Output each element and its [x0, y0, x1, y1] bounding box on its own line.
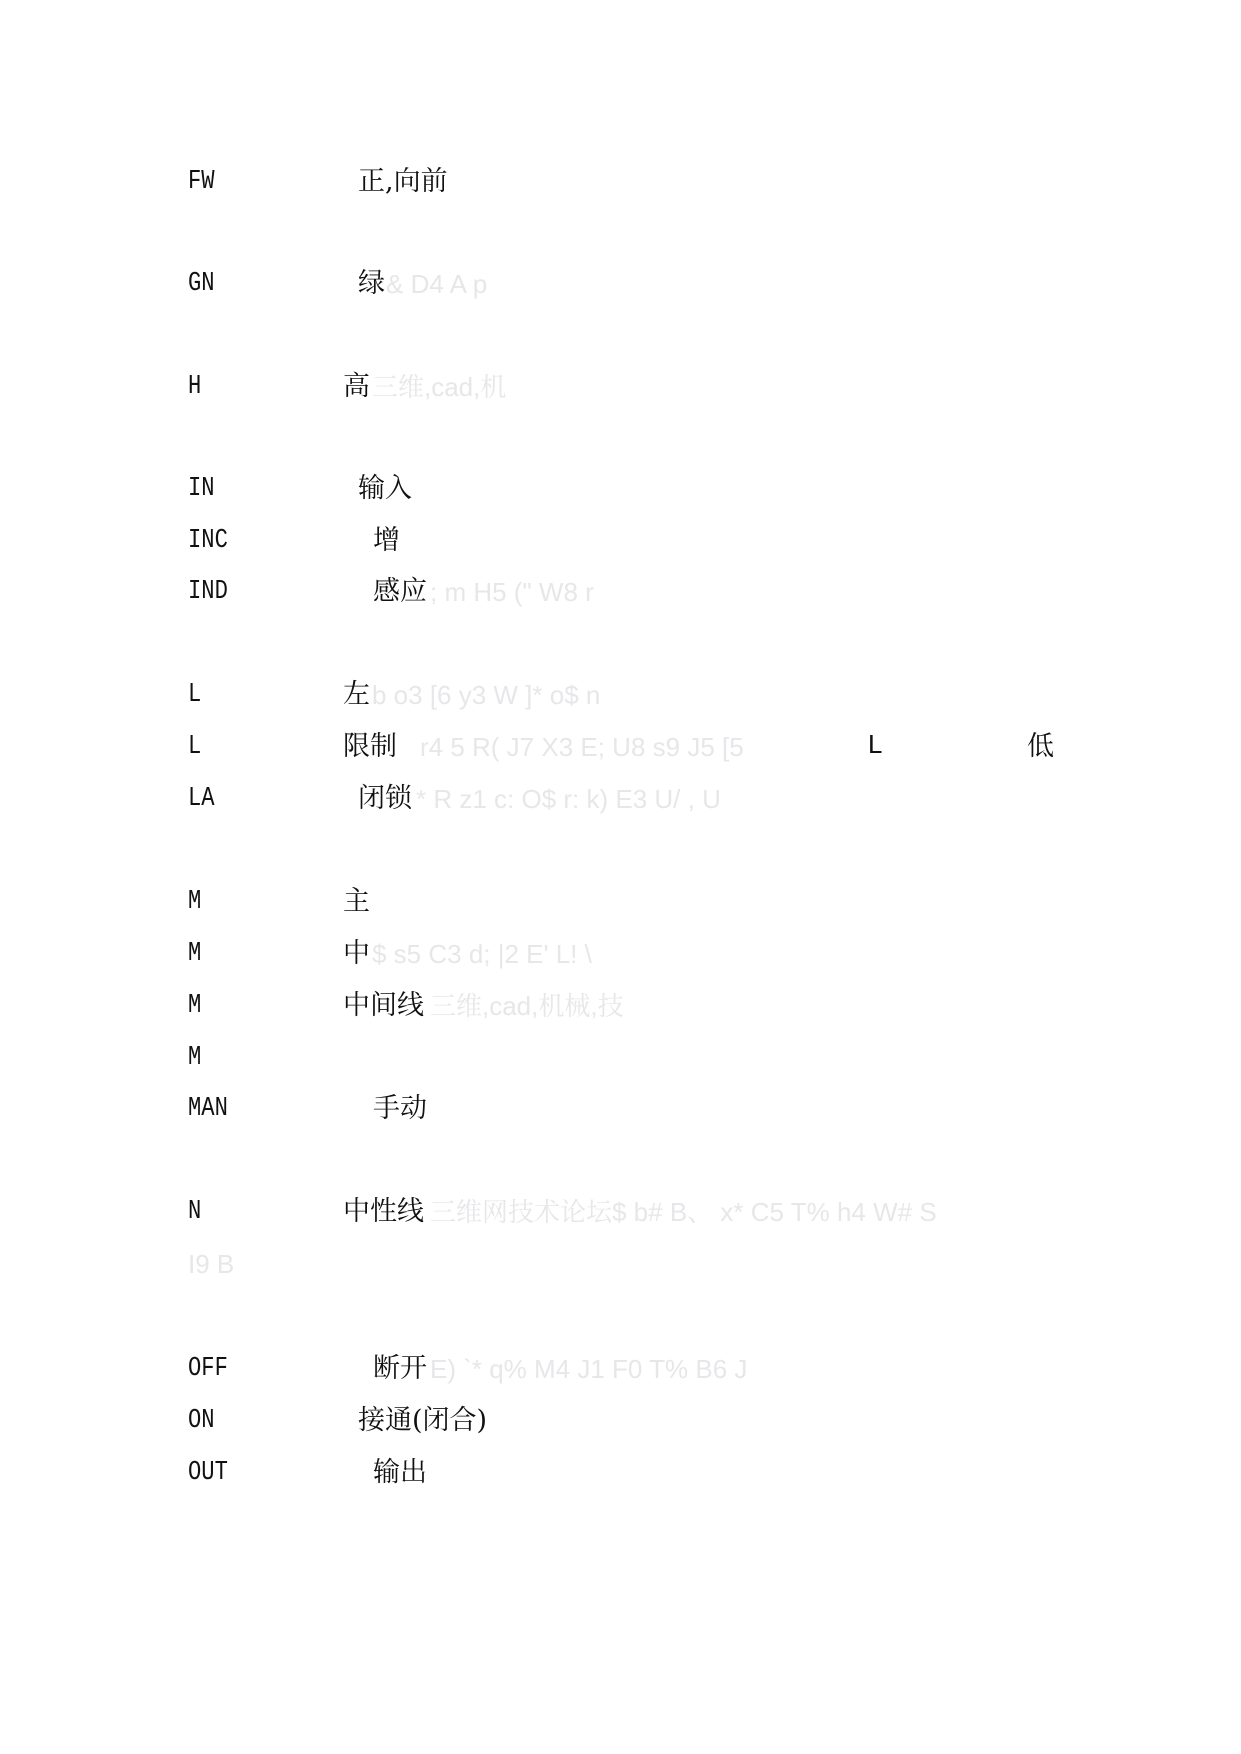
glossary-entry [0, 779, 1241, 819]
abbreviation: M [188, 939, 202, 969]
meaning: 闭锁 [358, 783, 412, 814]
abbreviation: MAN [188, 1094, 228, 1124]
meaning: 感应 [373, 576, 427, 607]
meaning: 接通(闭合) [358, 1405, 488, 1436]
glossary-entry [0, 675, 1241, 715]
watermark-text: 三维,cad,机 [372, 372, 507, 402]
meaning: 主 [343, 886, 370, 917]
glossary-entry [0, 1453, 1241, 1493]
meaning: 中 [343, 938, 370, 969]
watermark-text: 三维,cad,机械,技 [430, 991, 624, 1021]
abbreviation: L [188, 732, 202, 762]
glossary-entry [0, 162, 1241, 202]
glossary-entry [0, 1038, 1241, 1078]
watermark-text: b o3 [6 y3 W ]* o$ n [372, 680, 601, 710]
meaning: 中间线 [343, 990, 424, 1021]
glossary-entry [0, 882, 1241, 922]
watermark-text: ; m H5 (" W8 r [430, 577, 594, 607]
glossary-entry [0, 934, 1241, 974]
abbreviation: M [188, 887, 202, 917]
meaning: 输入 [358, 473, 412, 504]
glossary-entry [0, 727, 1241, 767]
meaning: 绿 [358, 268, 385, 299]
abbreviation: H [188, 372, 202, 402]
watermark-text: & D4 A p [386, 269, 488, 299]
meaning: 增 [373, 525, 400, 556]
watermark-text: * R z1 c: O$ r: k) E3 U/ , U [416, 784, 721, 814]
meaning: 正,向前 [358, 166, 448, 197]
abbreviation: M [188, 1043, 202, 1073]
glossary-entry [0, 469, 1241, 509]
abbreviation: N [188, 1197, 202, 1227]
meaning-secondary: 低 [1027, 731, 1054, 762]
watermark-text: 三维网技术论坛$ b# B、 x* C5 T% h4 W# S [430, 1197, 937, 1227]
abbreviation: GN [188, 269, 215, 299]
glossary-entry [0, 264, 1241, 304]
watermark-line [0, 1244, 1241, 1284]
meaning: 高 [343, 371, 370, 402]
meaning: 手动 [373, 1093, 427, 1124]
meaning: 中性线 [343, 1196, 424, 1227]
abbreviation: OFF [188, 1354, 228, 1384]
abbreviation: L [188, 680, 202, 710]
abbreviation: LA [188, 784, 215, 814]
meaning: 限制 [343, 731, 397, 762]
meaning: 断开 [373, 1353, 427, 1384]
glossary-entry [0, 1401, 1241, 1441]
abbreviation: IN [188, 474, 215, 504]
glossary-entry [0, 572, 1241, 612]
abbreviation: OUT [188, 1458, 228, 1488]
meaning: 左 [343, 679, 370, 710]
glossary-entry [0, 986, 1241, 1026]
abbreviation: ON [188, 1406, 215, 1436]
glossary-entry [0, 1089, 1241, 1129]
abbreviation-secondary: L [867, 732, 884, 762]
glossary-entry [0, 1349, 1241, 1389]
watermark-text: I9 B [188, 1249, 235, 1279]
abbreviation: INC [188, 526, 228, 556]
watermark-text: r4 5 R( J7 X3 E; U8 s9 J5 [5 [420, 732, 744, 762]
abbreviation: IND [188, 577, 228, 607]
abbreviation: M [188, 991, 202, 1021]
meaning: 输出 [373, 1457, 427, 1488]
glossary-entry [0, 521, 1241, 561]
glossary-entry [0, 1192, 1241, 1232]
watermark-text: $ s5 C3 d; |2 E' L! \ [372, 939, 592, 969]
abbreviation: FW [188, 167, 215, 197]
glossary-entry [0, 367, 1241, 407]
watermark-text: E) `* q% M4 J1 F0 T% B6 J [430, 1354, 748, 1384]
